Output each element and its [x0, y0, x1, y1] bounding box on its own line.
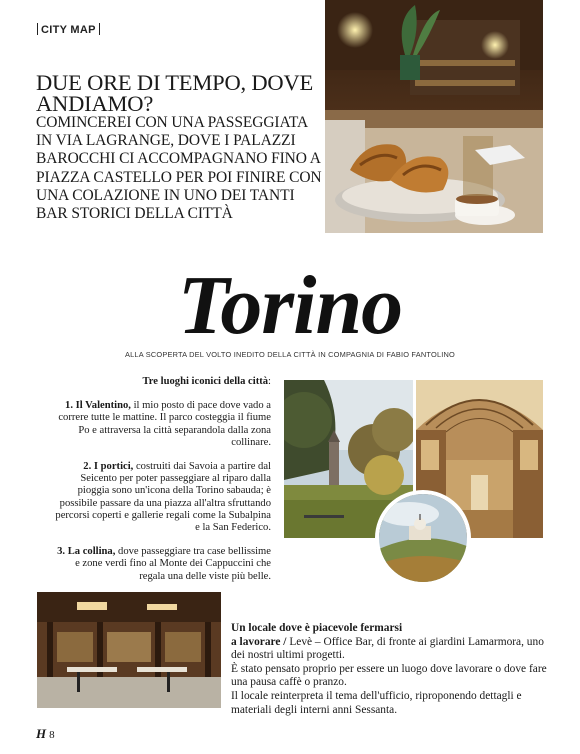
- section-label-text: CITY MAP: [41, 24, 96, 36]
- feature-lead: a lavorare /: [231, 635, 287, 648]
- places-heading: Tre luoghi iconici della città:: [142, 376, 271, 387]
- page-number: 8: [49, 729, 55, 741]
- page-folio: [36, 726, 55, 742]
- tagline: ALLA SCOPERTA DEL VOLTO INEDITO DELLA CITTÀ IN COMPAGNIA DI FABIO FANTOLINO: [124, 350, 455, 359]
- place-item-collina: [50, 546, 271, 583]
- place-lead: 3. La collina,: [57, 546, 116, 558]
- feature-title: [231, 622, 551, 636]
- section-label: [34, 23, 103, 36]
- places-title: Tre luoghi iconici della città: [142, 376, 269, 387]
- headline: DUE ORE DI TEMPO, DOVE ANDIAMO?: [36, 70, 314, 116]
- place-lead: 2. I portici,: [83, 461, 134, 473]
- feature-text-1: Levè – Office Bar, di fronte ai giardini Lamarmora, uno dei nostri ultimi progetti.: [231, 635, 544, 662]
- place-text: dove passeggiare tra case bellissime e zone verdi fino al Monte dei Cappuccini che regala una delle viste più belle.: [75, 546, 271, 582]
- collina-hill-photo: [375, 490, 471, 586]
- section-divider-left: [37, 23, 38, 35]
- feature-line-2: È stato pensato proprio per essere un luogo dove lavorare o dove fare una pausa caffè o pranzo.: [231, 662, 547, 689]
- feature-line-3: Il locale reinterpreta il tema dell'ufficio, riproponendo dettagli e materiali degli interni anni Sessanta.: [231, 689, 522, 716]
- places-column: [50, 376, 271, 595]
- section-divider-right: [99, 23, 100, 35]
- city-title: Torino: [177, 259, 403, 352]
- place-text: il mio posto di pace dove vado a correre tutte le mattine. Il parco costeggia il fiume Po e attraversa la città separandola dalla zona collinare.: [58, 400, 271, 448]
- feature-title-text: Un locale dove è piacevole fermarsi: [231, 622, 403, 634]
- place-item-valentino: [50, 400, 271, 449]
- feature-line-1: [231, 636, 551, 663]
- place-text: costruiti dai Savoia a partire dal Seicento per poter passeggiare al riparo dalla pioggia sono un'icona della Torino sabauda; è possibile passare da una piazza all'altra sfruttando percorsi coperti e gallerie regali come la Subalpina e la San Federico.: [55, 461, 271, 534]
- magazine-logo: H: [36, 726, 47, 741]
- place-item-portici: [50, 461, 271, 534]
- historic-bar-photo: [325, 0, 543, 233]
- place-lead: 1. Il Valentino,: [65, 400, 131, 412]
- office-bar-photo: [37, 592, 221, 708]
- feature-caption: [231, 622, 551, 717]
- subhead: COMINCEREI CON UNA PASSEGGIATA IN VIA LAGRANGE, DOVE I PALAZZI BAROCCHI CI ACCOMPAGNANO FINO A PIAZZA CASTELLO PER POI FINIRE CON UNA COLAZIONE IN UNO DEI TANTI BAR STORICI DELLA CITTÀ: [36, 114, 322, 223]
